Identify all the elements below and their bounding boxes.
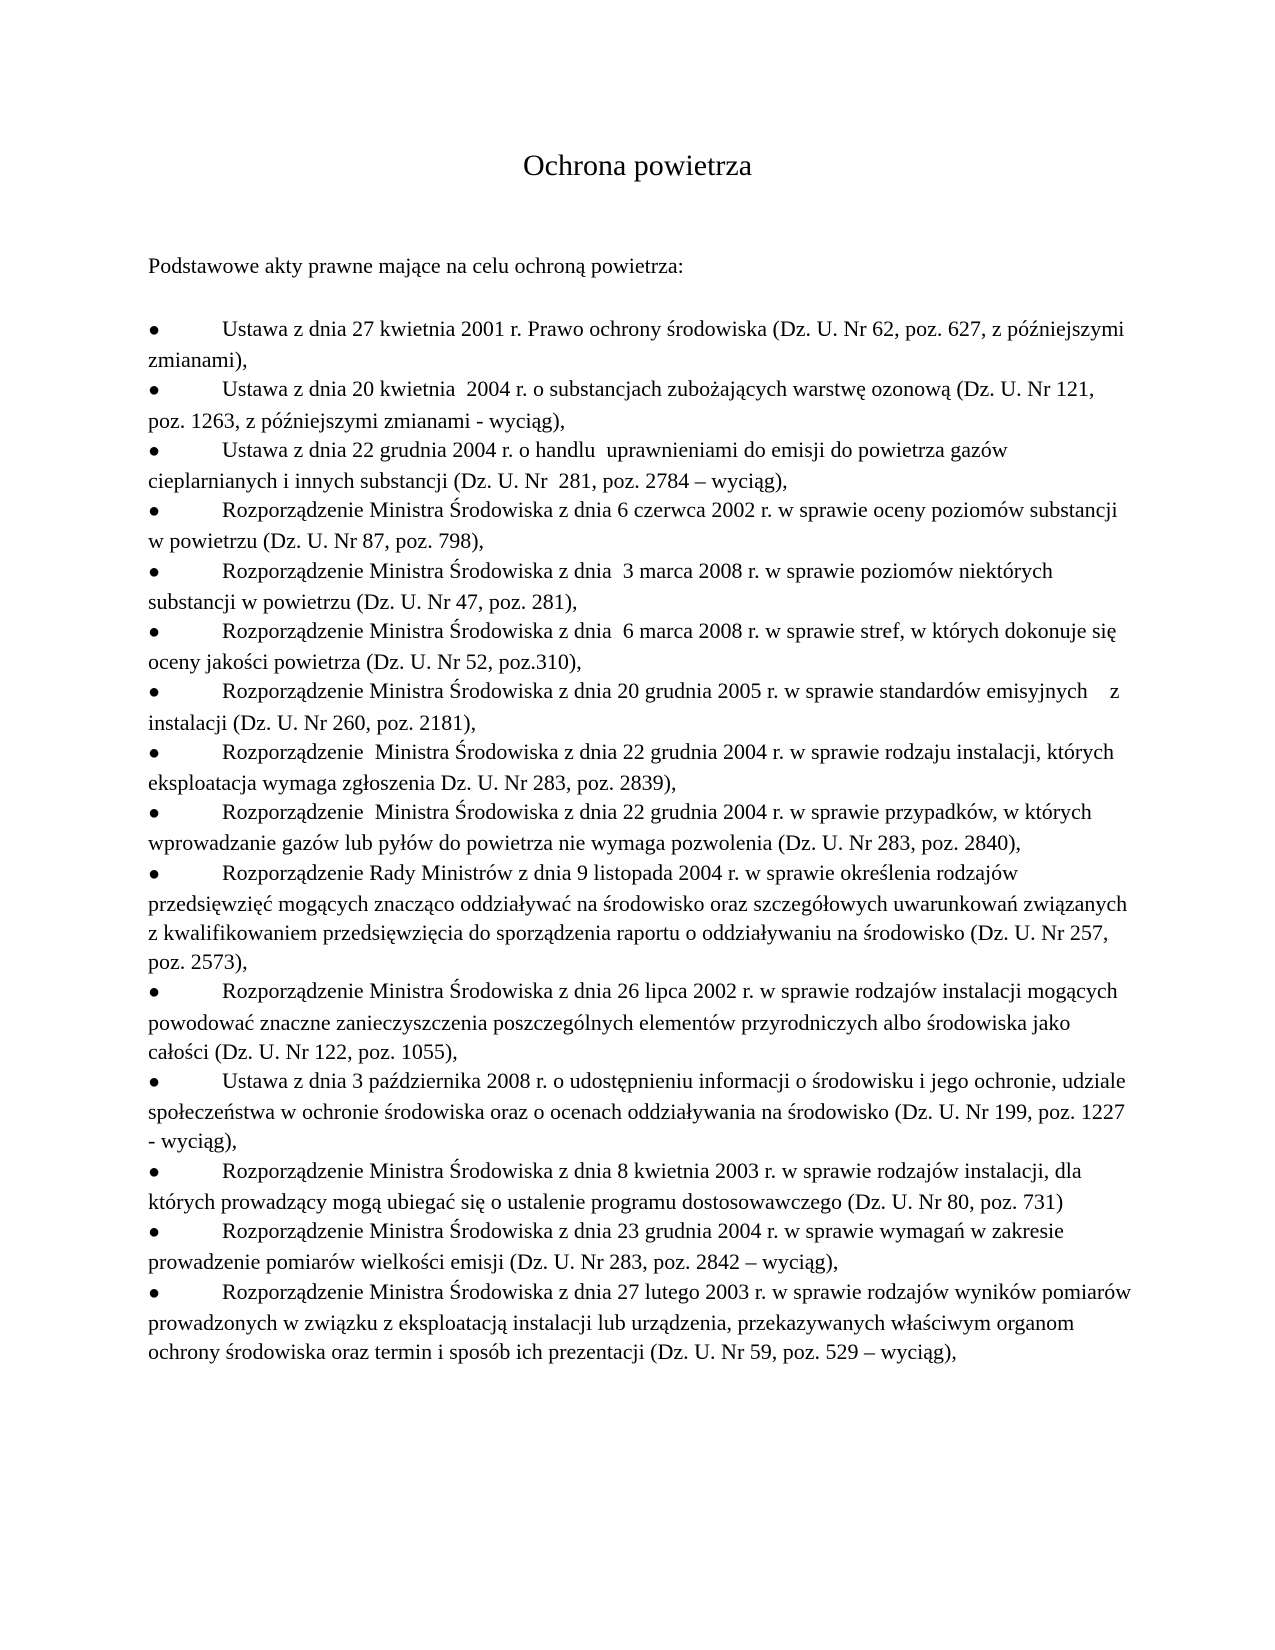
bullet-icon: ●: [148, 500, 161, 523]
list-item-text: Ustawa z dnia 20 kwietnia 2004 r. o substancjach zubożających warstwę ozonową (Dz. U. Nr 121, poz. 1263, z późniejszymi zmianami - wyciąg),: [148, 376, 1100, 433]
document-title: Ochrona powietrza: [522, 149, 753, 182]
list-item-text: Rozporządzenie Ministra Środowiska z dnia 23 grudnia 2004 r. w sprawie wymagań w zakresie prowadzenie pomiarów wielkości emisji (Dz. U. Nr 283, poz. 2842 – wyciąg),: [148, 1218, 1070, 1275]
list-item: [148, 1277, 1137, 1367]
bullet-icon: ●: [148, 802, 161, 825]
list-item-text: Rozporządzenie Ministra Środowiska z dnia 26 lipca 2002 r. w sprawie rodzajów instalacji mogących powodować znaczne zanieczyszczenia poszczególnych elementów przyrodniczych albo środowiska jako całości (Dz. U. Nr 122, poz. 1055),: [148, 978, 1124, 1064]
list-item: [148, 737, 1133, 797]
list-item-text: Ustawa z dnia 27 kwietnia 2001 r. Prawo ochrony środowiska (Dz. U. Nr 62, poz. 627, z późniejszymi zmianami),: [148, 316, 1130, 373]
list-item-text: Rozporządzenie Rady Ministrów z dnia 9 listopada 2004 r. w sprawie określenia rodzajów przedsięwzięć mogących znacząco oddziaływać na środowisko oraz szczegółowych uwarunkowań związanych z kwalifikowaniem przedsięwzięcia do sporządzenia raportu o oddziaływaniu na środowisko (Dz. U. Nr 257, poz. 2573),: [148, 859, 1133, 975]
list-item: [148, 1156, 1133, 1216]
list-item-text: Rozporządzenie Ministra Środowiska z dnia 8 kwietnia 2003 r. w sprawie rodzajów instalacji, dla których prowadzący mogą ubiegać się o ustalenie programu dostosowawczego (Dz. U. Nr 80, poz. 731): [148, 1157, 1088, 1214]
list-item-text: Rozporządzenie Ministra Środowiska z dnia 20 grudnia 2005 r. w sprawie standardów emisyjnych z instalacji (Dz. U. Nr 260, poz. 2181),: [148, 678, 1126, 735]
bullet-icon: ●: [148, 1281, 161, 1304]
list-item: [148, 435, 1133, 495]
bullet-icon: ●: [148, 1160, 161, 1183]
bullet-icon: ●: [148, 439, 161, 462]
bullet-icon: ●: [148, 862, 161, 885]
list-item: [148, 495, 1133, 555]
legal-acts-list: [148, 314, 1137, 1366]
list-item-text: Rozporządzenie Ministra Środowiska z dnia 22 grudnia 2004 r. w sprawie przypadków, w których wprowadzanie gazów lub pyłów do powietrza nie wymaga pozwolenia (Dz. U. Nr 283, poz. 2840),: [148, 799, 1098, 856]
intro-text: Podstawowe akty prawne mające na celu ochroną powietrza:: [148, 253, 684, 278]
list-item: [148, 556, 1133, 616]
bullet-icon: ●: [148, 681, 161, 704]
bullet-icon: ●: [148, 1071, 161, 1094]
bullet-icon: ●: [148, 1221, 161, 1244]
list-item-text: Rozporządzenie Ministra Środowiska z dnia 6 marca 2008 r. w sprawie stref, w których dokonuje się oceny jakości powietrza (Dz. U. Nr 52, poz.310),: [148, 618, 1122, 675]
bullet-icon: ●: [148, 319, 161, 341]
list-item-text: Ustawa z dnia 3 października 2008 r. o udostępnieniu informacji o środowisku i jego ochronie, udziale społeczeństwa w ochronie środowiska oraz o ocenach oddziaływania na środowisko (Dz. U. Nr 199, poz. 1227 - wyciąg),: [148, 1068, 1132, 1154]
list-item-text: Rozporządzenie Ministra Środowiska z dnia 27 lutego 2003 r. w sprawie rodzajów wyników pomiarów prowadzonych w związku z eksploatacją instalacji lub urządzenia, przekazywanych właściwym organom ochrony środowiska oraz termin i sposób ich prezentacji (Dz. U. Nr 59, poz. 529 – wyciąg),: [148, 1278, 1137, 1364]
bullet-icon: ●: [148, 560, 161, 583]
list-item: [148, 976, 1133, 1066]
list-item-text: Rozporządzenie Ministra Środowiska z dnia 6 czerwca 2002 r. w sprawie oceny poziomów substancji w powietrzu (Dz. U. Nr 87, poz. 798),: [148, 497, 1124, 554]
bullet-icon: ●: [148, 741, 161, 764]
list-item-text: Rozporządzenie Ministra Środowiska z dnia 22 grudnia 2004 r. w sprawie rodzaju instalacji, których eksploatacja wymaga zgłoszenia Dz. U. Nr 283, poz. 2839),: [148, 738, 1120, 796]
list-item-text: Rozporządzenie Ministra Środowiska z dnia 3 marca 2008 r. w sprawie poziomów niektórych substancji w powietrzu (Dz. U. Nr 47, poz. 281),: [148, 557, 1059, 614]
list-item: [148, 1066, 1133, 1156]
list-item: [148, 314, 1133, 374]
list-item: [148, 616, 1133, 676]
bullet-icon: ●: [148, 981, 161, 1004]
list-item: [148, 858, 1133, 977]
bullet-icon: ●: [148, 379, 161, 402]
bullet-icon: ●: [148, 621, 161, 644]
list-item: [148, 1216, 1133, 1276]
list-item: [148, 676, 1133, 736]
list-item: [148, 374, 1133, 434]
list-item-text: Ustawa z dnia 22 grudnia 2004 r. o handlu uprawnieniami do emisji do powietrza gazów cieplarnianych i innych substancji (Dz. U. Nr 281, poz. 2784 – wyciąg),: [148, 436, 1014, 494]
list-item: [148, 797, 1133, 857]
